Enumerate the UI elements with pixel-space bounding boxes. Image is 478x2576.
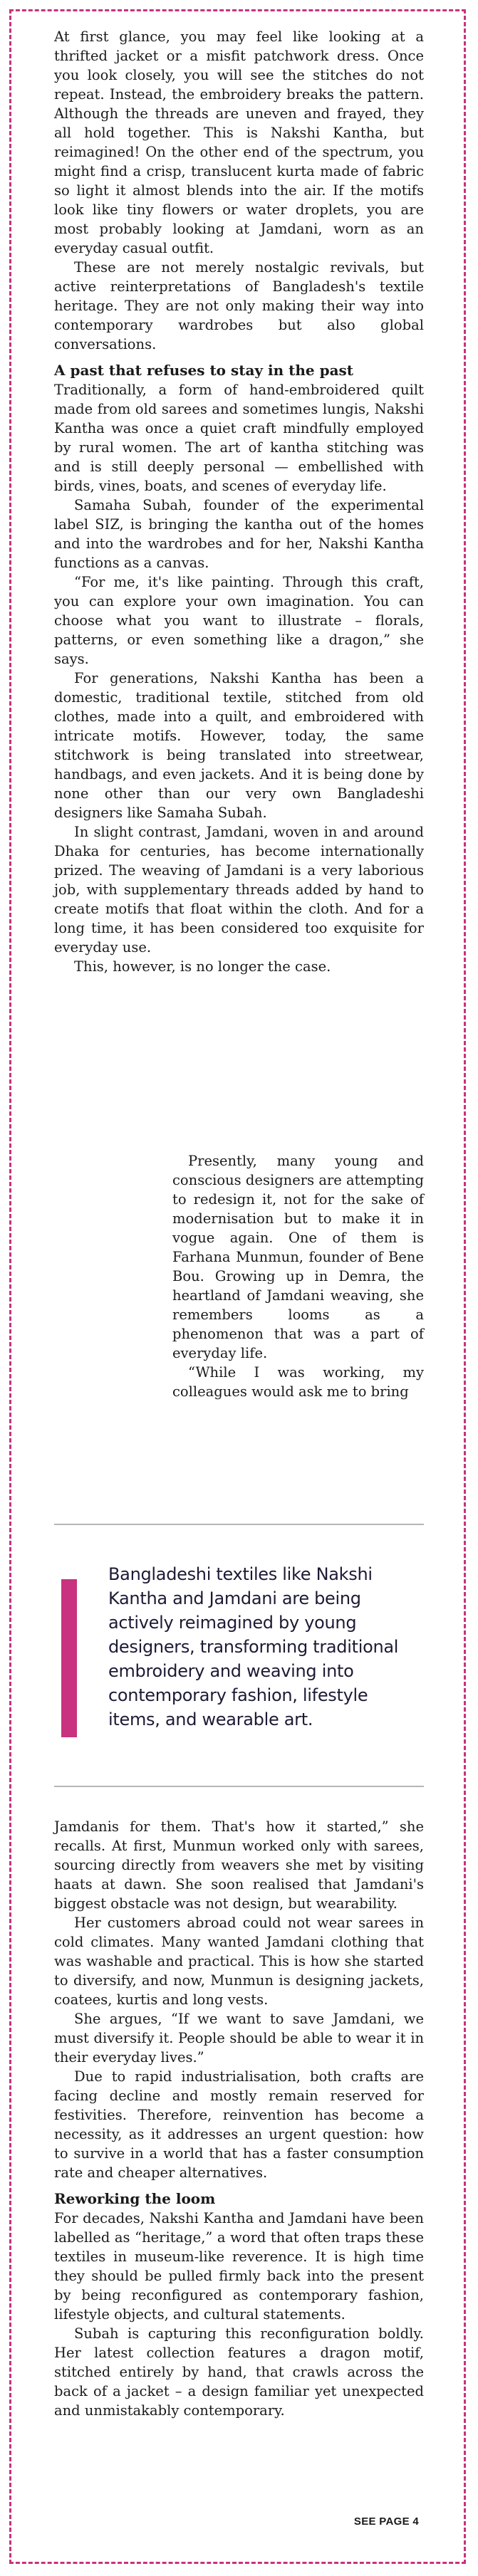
pullquote-bottom-rule bbox=[54, 1786, 424, 1787]
body-paragraph: For decades, Nakshi Kantha and Jamdani have been labelled as “heritage,” a word that often traps these textiles in museum-like reverence. It is high time they should be pulled firmly back into the present by being reconfigured as contemporary fashion, lifestyle objects, and cultural statements. bbox=[54, 2210, 424, 2323]
body-paragraph: She argues, “If we want to save Jamdani, we must diversify it. People should be able to wear it in their everyday lives.” bbox=[54, 2011, 424, 2065]
body-paragraph: Samaha Subah, founder of the experimental label SIZ, is bringing the kantha out of the homes and into the wardrobes and for her, Nakshi Kantha functions as a canvas. bbox=[54, 497, 424, 571]
body-paragraph: For generations, Nakshi Kantha has been a domestic, traditional textile, stitched from old clothes, made into a quilt, and embroidered with intricate motifs. However, today, the same stitchwork is being translated into streetwear, handbags, and even jackets. And it is being done by none other than our very own Bangladeshi designers like Samaha Subah. bbox=[54, 670, 424, 821]
article-body-bottom bbox=[54, 1817, 424, 2420]
continuation-jump-label[interactable]: SEE PAGE 4 bbox=[353, 2515, 419, 2528]
pullquote-top-rule bbox=[54, 1524, 424, 1525]
pullquote-accent-bar bbox=[61, 1579, 77, 1737]
body-paragraph: Her customers abroad could not wear sarees in cold climates. Many wanted Jamdani clothing that was washable and practical. This is how she started to diversify, and now, Munmun is designing jackets, coatees, kurtis and long vests. bbox=[54, 1915, 424, 2008]
pull-quote: Bangladeshi textiles like Nakshi Kantha and Jamdani are being actively reimagined by young designers, transforming traditional embroidery and weaving into contemporary fashion, lifestyle items, and wearable art. bbox=[108, 1564, 399, 1729]
intro-paragraph: At first glance, you may feel like looking at a thrifted jacket or a misfit patchwork dress. Once you look closely, you will see the stitches do not repeat. Instead, the embroidery breaks the pattern. Although the threads are uneven and frayed, they all hold together. This is Nakshi Kantha, but reimagined! On the other end of the spectrum, you might find a crisp, translucent kurta made of fabric so light it almost blends into the air. If the motifs look like tiny flowers or water droplets, you are most probably looking at Jamdani, worn as an everyday casual outfit. bbox=[54, 28, 424, 256]
body-paragraph: “For me, it's like painting. Through this craft, you can explore your own imagination. You can choose what you want to illustrate – florals, patterns, or even something like a dragon,” she says. bbox=[54, 574, 424, 667]
body-paragraph: Presently, many young and conscious designers are attempting to redesign it, not for the sake of modernisation but to make it in vogue again. One of them is Farhana Munmun, founder of Bene Bou. Growing up in Demra, the heartland of Jamdani weaving, she remembers looms as a phenomenon that was a part of everyday life. bbox=[172, 1153, 424, 1361]
body-paragraph: Jamdanis for them. That's how it started,” she recalls. At first, Munmun worked only with sarees, sourcing directly from weavers she met by visiting haats at dawn. She soon realised that Jamdani's biggest obstacle was not design, but wearability. bbox=[54, 1818, 424, 1912]
body-paragraph: In slight contrast, Jamdani, woven in and around Dhaka for centuries, has become internationally prized. The weaving of Jamdani is a very laborious job, with supplementary threads added by hand to create motifs that float within the cloth. And for a long time, it has been considered too exquisite for everyday use. bbox=[54, 824, 424, 955]
body-paragraph: This, however, is no longer the case. bbox=[74, 958, 331, 975]
intro-paragraph: These are not merely nostalgic revivals, but active reinterpretations of Bangladesh's textile heritage. They are not only making their way into contemporary wardrobes but also global conversations. bbox=[54, 259, 424, 352]
section-heading: Reworking the loom bbox=[54, 2190, 216, 2207]
body-paragraph: Subah is capturing this reconfiguration boldly. Her latest collection features a dragon motif, stitched entirely by hand, that crawls across the back of a jacket – a design familiar yet unexpected and unmistakably contemporary. bbox=[54, 2325, 424, 2419]
section-heading: A past that refuses to stay in the past bbox=[54, 362, 354, 379]
article-body-wrapped bbox=[172, 1151, 424, 1401]
body-paragraph: “While I was working, my colleagues would ask me to bring bbox=[172, 1364, 424, 1400]
body-paragraph: Due to rapid industrialisation, both crafts are facing decline and mostly remain reserved for festivities. Therefore, reinvention has become a necessity, as it addresses an urgent question: how to survive in a world that has a faster consumption rate and cheaper alternatives. bbox=[54, 2068, 424, 2181]
body-paragraph: Traditionally, a form of hand-embroidered quilt made from old sarees and sometimes lungis, Nakshi Kantha was once a quiet craft mindfully employed by rural women. The art of kantha stitching was and is still deeply personal — embellished with birds, vines, boats, and scenes of everyday life. bbox=[54, 382, 424, 494]
article-body-top bbox=[54, 27, 424, 976]
